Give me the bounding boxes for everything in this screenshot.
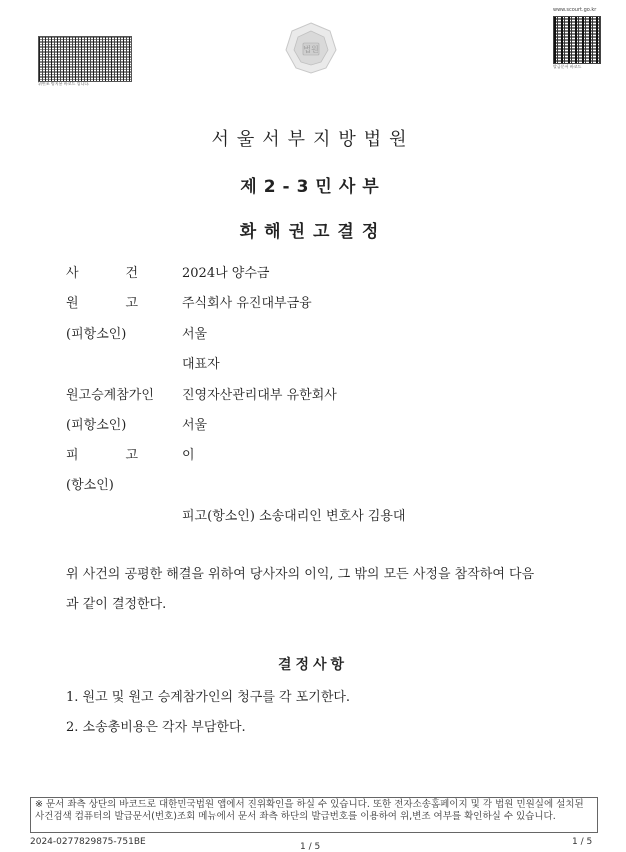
defendant-name: 이 xyxy=(182,448,195,463)
defendant-attorney: 피고(항소인) 소송대리인 변호사 김용대 xyxy=(182,509,406,524)
case-number xyxy=(182,262,269,281)
label-intervenor: 원고승계참가인 xyxy=(66,388,154,403)
label-plaintiff: 원 고 xyxy=(66,296,138,311)
decision-heading: 결정사항 xyxy=(277,657,349,673)
page-number-right: 1 / 5 xyxy=(572,837,593,847)
page-number-center: 1 / 5 xyxy=(300,842,321,852)
label-appellee-1: (피항소인) xyxy=(66,327,127,342)
body-line-1: 위 사건의 공평한 해결을 위하여 당사자의 이익, 그 밖의 모든 사정을 참작하여 다음 xyxy=(66,567,535,582)
qr-caption: 발급문서 바코드 xyxy=(553,64,582,69)
issue-number: 2024-0277829875-751BE xyxy=(30,837,146,847)
verification-notice: ※ 문서 좌측 상단의 바코드로 대한민국법원 앱에서 진위확인을 하실 수 있습니다. 또한 전자소송홈페이지 및 각 법원 민원실에 설치된 사건검색 컴퓨터의 발급문서(번호)조회 메뉴에서 문서 좌측 하단의 발급번호를 이용하여 위,변조 여부를 확인하실 수 있습니다. xyxy=(30,797,598,833)
case-year: 2024나 양수금 xyxy=(182,266,270,281)
body-line-2: 과 같이 결정한다. xyxy=(66,597,167,612)
court-name: 서울서부지방법원 xyxy=(211,129,415,150)
qr-url: www.scourt.go.kr xyxy=(553,7,597,13)
barcode-caption: 위변조 방지용 바코드 입니다. xyxy=(38,81,90,86)
plaintiff-representative: 대표자 xyxy=(182,357,220,372)
label-appellant: (항소인) xyxy=(66,478,114,493)
intervenor-name: 진영자산관리대부 유한회사 xyxy=(182,388,337,403)
emblem-text: 법원 xyxy=(303,45,319,54)
label-case: 사 건 xyxy=(66,266,138,281)
label-defendant: 피 고 xyxy=(66,448,138,463)
document-title: 화해권고결정 xyxy=(239,222,387,242)
decision-item-1: 1. 원고 및 원고 승계참가인의 청구를 각 포기한다. xyxy=(66,690,351,705)
plaintiff-address: 서울 xyxy=(182,327,208,342)
label-appellee-2: (피항소인) xyxy=(66,418,127,433)
intervenor-address: 서울 xyxy=(182,418,208,433)
court-emblem-icon xyxy=(283,20,339,76)
issue-barcode xyxy=(553,16,601,64)
plaintiff-name: 주식회사 유진대부금융 xyxy=(182,296,312,311)
department-name: 제2-3민사부 xyxy=(240,177,386,197)
verification-barcode xyxy=(38,36,132,82)
decision-item-2: 2. 소송총비용은 각자 부담한다. xyxy=(66,720,246,735)
